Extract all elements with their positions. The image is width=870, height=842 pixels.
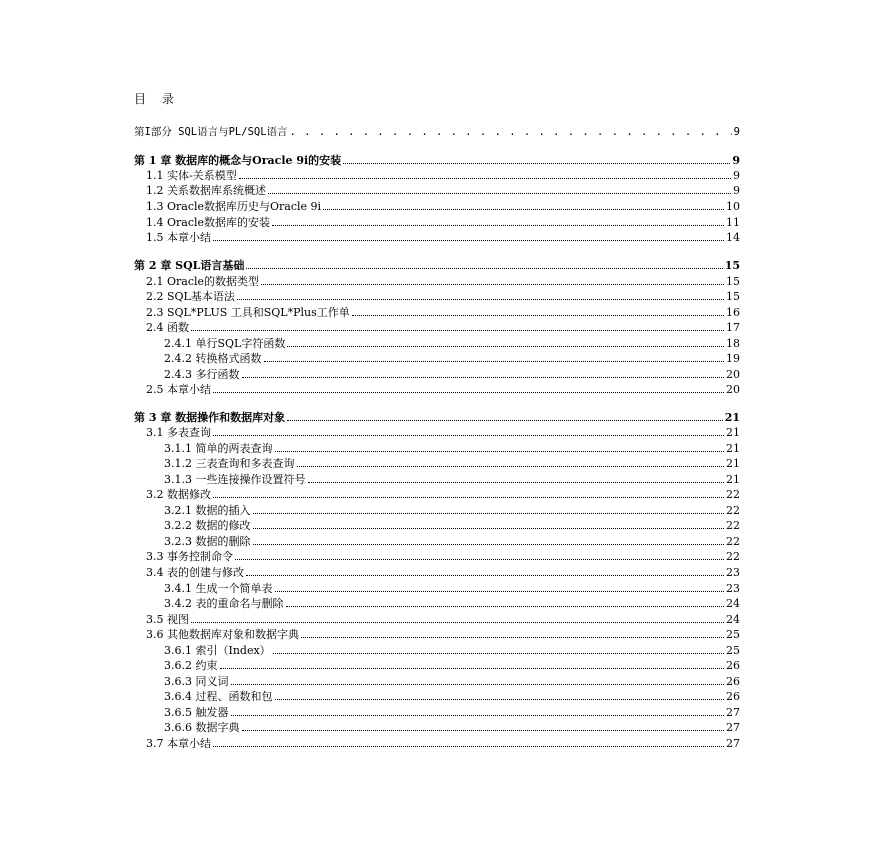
dot-leader: [213, 381, 724, 393]
dot-leader: [191, 319, 724, 331]
toc-entry[interactable]: [134, 152, 740, 168]
dot-leader: [290, 124, 732, 140]
toc-entry[interactable]: [134, 626, 740, 642]
toc-page-number: 20: [726, 368, 740, 381]
dot-leader: [231, 673, 725, 685]
toc-entry-label: 3.2.2 数据的修改: [164, 519, 251, 532]
toc-entry-label: 3.7 本章小结: [146, 737, 211, 750]
toc-entry-label: 第I部分 SQL语言与PL/SQL语言: [134, 126, 288, 138]
toc-page-number: 26: [726, 675, 740, 688]
toc-entry-label: 1.2 关系数据库系统概述: [146, 184, 266, 197]
toc-page-number: 16: [726, 306, 740, 319]
dot-leader: [220, 657, 725, 669]
toc-entry[interactable]: [134, 182, 740, 198]
toc-entry-label: 2.5 本章小结: [146, 383, 211, 396]
toc-entry[interactable]: [134, 424, 740, 440]
dot-leader: [297, 455, 725, 467]
dot-leader: [273, 642, 724, 654]
toc-page-number: 22: [726, 519, 740, 532]
toc-entry[interactable]: [134, 502, 740, 518]
toc-entry-label: 2.4.1 单行SQL字符函数: [164, 337, 286, 350]
dot-leader: [253, 517, 725, 529]
toc-entry-label: 3.5 视图: [146, 613, 189, 626]
dot-leader: [235, 548, 724, 560]
toc-entry[interactable]: [134, 517, 740, 533]
toc-entry[interactable]: [134, 657, 740, 673]
dot-leader: [286, 595, 725, 607]
toc-page-number: 25: [726, 644, 740, 657]
toc-entry-label: 3.1.3 一些连接操作设置符号: [164, 473, 306, 486]
toc-entry[interactable]: [134, 455, 740, 471]
toc-page-number: 22: [726, 550, 740, 563]
toc-page-number: 15: [726, 275, 740, 288]
toc-entry-label: 2.4 函数: [146, 321, 189, 334]
toc-entry[interactable]: [134, 486, 740, 502]
dot-leader: [275, 688, 725, 700]
toc-page-number: 24: [726, 613, 740, 626]
dot-leader: [246, 564, 724, 576]
toc-page-number: 21: [726, 473, 740, 486]
toc-entry[interactable]: [134, 273, 740, 289]
dot-leader: [253, 533, 725, 545]
toc-page-number: 22: [726, 535, 740, 548]
toc-entry-label: 第 3 章 数据操作和数据库对象: [134, 411, 286, 424]
dot-leader: [237, 288, 724, 300]
dot-leader: [268, 182, 731, 194]
dot-leader: [191, 611, 724, 623]
dot-leader: [275, 580, 725, 592]
dot-leader: [272, 214, 724, 226]
toc-entry-label: 3.2 数据修改: [146, 488, 211, 501]
toc-page-number: 26: [726, 690, 740, 703]
toc-entry[interactable]: [134, 409, 740, 425]
dot-leader: [213, 735, 724, 747]
toc-entry[interactable]: [134, 564, 740, 580]
toc-page-number: 21: [726, 426, 740, 439]
toc-entry[interactable]: [134, 642, 740, 658]
toc-entry-label: 3.6.1 索引（Index）: [164, 644, 271, 657]
toc-entry-label: 3.6.6 数据字典: [164, 721, 240, 734]
dot-leader: [352, 304, 724, 316]
toc-entry[interactable]: [134, 440, 740, 456]
toc-entry[interactable]: [134, 229, 740, 245]
toc-page-number: 21: [726, 442, 740, 455]
toc-entry[interactable]: [134, 735, 740, 751]
toc-page-number: 23: [726, 582, 740, 595]
toc-page-number: 21: [724, 411, 740, 424]
toc-entry[interactable]: [134, 335, 740, 351]
dot-leader: [287, 335, 724, 347]
toc-page-number: 9: [732, 154, 740, 167]
toc-entry[interactable]: [134, 319, 740, 335]
toc-entry-label: 3.1 多表查询: [146, 426, 211, 439]
toc-entry[interactable]: [134, 719, 740, 735]
toc-entry[interactable]: [134, 381, 740, 397]
toc-page-number: 15: [724, 259, 740, 272]
toc-entry[interactable]: [134, 704, 740, 720]
dot-leader: [275, 440, 725, 452]
toc-entry-label: 2.4.2 转换格式函数: [164, 352, 262, 365]
toc-entry-label: 3.1.1 简单的两表查询: [164, 442, 273, 455]
dot-leader: [343, 152, 730, 164]
dot-leader: [231, 704, 725, 716]
toc-entry-label: 1.3 Oracle数据库历史与Oracle 9i: [146, 200, 322, 213]
toc-page-number: 20: [726, 383, 740, 396]
dot-leader: [213, 229, 724, 241]
toc-page-number: 27: [726, 706, 740, 719]
toc-entry[interactable]: [134, 350, 740, 366]
toc-page-number: 27: [726, 737, 740, 750]
toc-entry[interactable]: [134, 533, 740, 549]
toc-entry-label: 2.1 Oracle的数据类型: [146, 275, 260, 288]
toc-entry-label: 2.4.3 多行函数: [164, 368, 240, 381]
toc-entry[interactable]: [134, 611, 740, 627]
toc-entry[interactable]: [134, 124, 740, 140]
toc-entry-label: 3.1.2 三表查询和多表查询: [164, 457, 295, 470]
dot-leader: [239, 167, 731, 179]
toc-page-number: 21: [726, 457, 740, 470]
toc-entry-label: 3.4.1 生成一个简单表: [164, 582, 273, 595]
toc-entry[interactable]: [134, 167, 740, 183]
toc-entry[interactable]: [134, 198, 740, 214]
toc-page-number: 22: [726, 488, 740, 501]
toc-page-number: 11: [726, 216, 740, 229]
toc-entry-label: 3.6.5 触发器: [164, 706, 229, 719]
toc-entry[interactable]: [134, 595, 740, 611]
toc-entry[interactable]: [134, 304, 740, 320]
toc-page-number: 26: [726, 659, 740, 672]
toc-entry-label: 1.4 Oracle数据库的安装: [146, 216, 271, 229]
toc-entry-label: 1.1 实体-关系模型: [146, 169, 237, 182]
toc-page-number: 23: [726, 566, 740, 579]
toc-page-number: 19: [726, 352, 740, 365]
toc-page-number: 27: [726, 721, 740, 734]
toc-entry-label: 3.2.3 数据的删除: [164, 535, 251, 548]
toc-entry-label: 3.6 其他数据库对象和数据字典: [146, 628, 299, 641]
toc-entry[interactable]: [134, 366, 740, 382]
toc-entry-label: 3.4 表的创建与修改: [146, 566, 244, 579]
toc-entry[interactable]: [134, 288, 740, 304]
dot-leader: [242, 719, 725, 731]
toc-heading: 目 录: [134, 92, 180, 106]
toc-entry[interactable]: [134, 548, 740, 564]
toc-entry[interactable]: [134, 471, 740, 487]
dot-leader: [213, 486, 724, 498]
toc-page-number: 9: [733, 184, 740, 197]
dot-leader: [323, 198, 724, 210]
dot-leader: [287, 409, 723, 421]
toc-entry[interactable]: [134, 673, 740, 689]
dot-leader: [246, 257, 722, 269]
toc-page-number: 22: [726, 504, 740, 517]
toc-entry-label: 第 2 章 SQL语言基础: [134, 259, 245, 272]
dot-leader: [264, 350, 725, 362]
toc-page-number: 18: [726, 337, 740, 350]
dot-leader: [301, 626, 724, 638]
toc-entry[interactable]: [134, 688, 740, 704]
toc-entry-label: 第 1 章 数据库的概念与Oracle 9i的安装: [134, 154, 342, 167]
toc-page-number: 14: [726, 231, 740, 244]
toc-page-number: 24: [726, 597, 740, 610]
toc-page-number: 9: [733, 126, 740, 138]
dot-leader: [213, 424, 724, 436]
toc-entry-label: 3.2.1 数据的插入: [164, 504, 251, 517]
dot-leader: [253, 502, 725, 514]
toc-page-number: 25: [726, 628, 740, 641]
toc-page-number: 9: [733, 169, 740, 182]
toc-entry-label: 3.6.4 过程、函数和包: [164, 690, 273, 703]
toc-page-number: 15: [726, 290, 740, 303]
toc-page-number: 10: [726, 200, 740, 213]
toc-entry[interactable]: [134, 214, 740, 230]
toc-entry[interactable]: [134, 580, 740, 596]
toc-entry-label: 3.3 事务控制命令: [146, 550, 233, 563]
toc-entry-label: 2.2 SQL基本语法: [146, 290, 235, 303]
toc-entry-label: 1.5 本章小结: [146, 231, 211, 244]
dot-leader: [261, 273, 724, 285]
dot-leader: [308, 471, 725, 483]
toc-entry[interactable]: [134, 257, 740, 273]
dot-leader: [242, 366, 725, 378]
toc-page-number: 17: [726, 321, 740, 334]
toc-entry-label: 3.6.2 约束: [164, 659, 218, 672]
toc-entry-label: 3.6.3 同义词: [164, 675, 229, 688]
toc-entry-label: 2.3 SQL*PLUS 工具和SQL*Plus工作单: [146, 306, 350, 319]
toc-entry-label: 3.4.2 表的重命名与删除: [164, 597, 284, 610]
